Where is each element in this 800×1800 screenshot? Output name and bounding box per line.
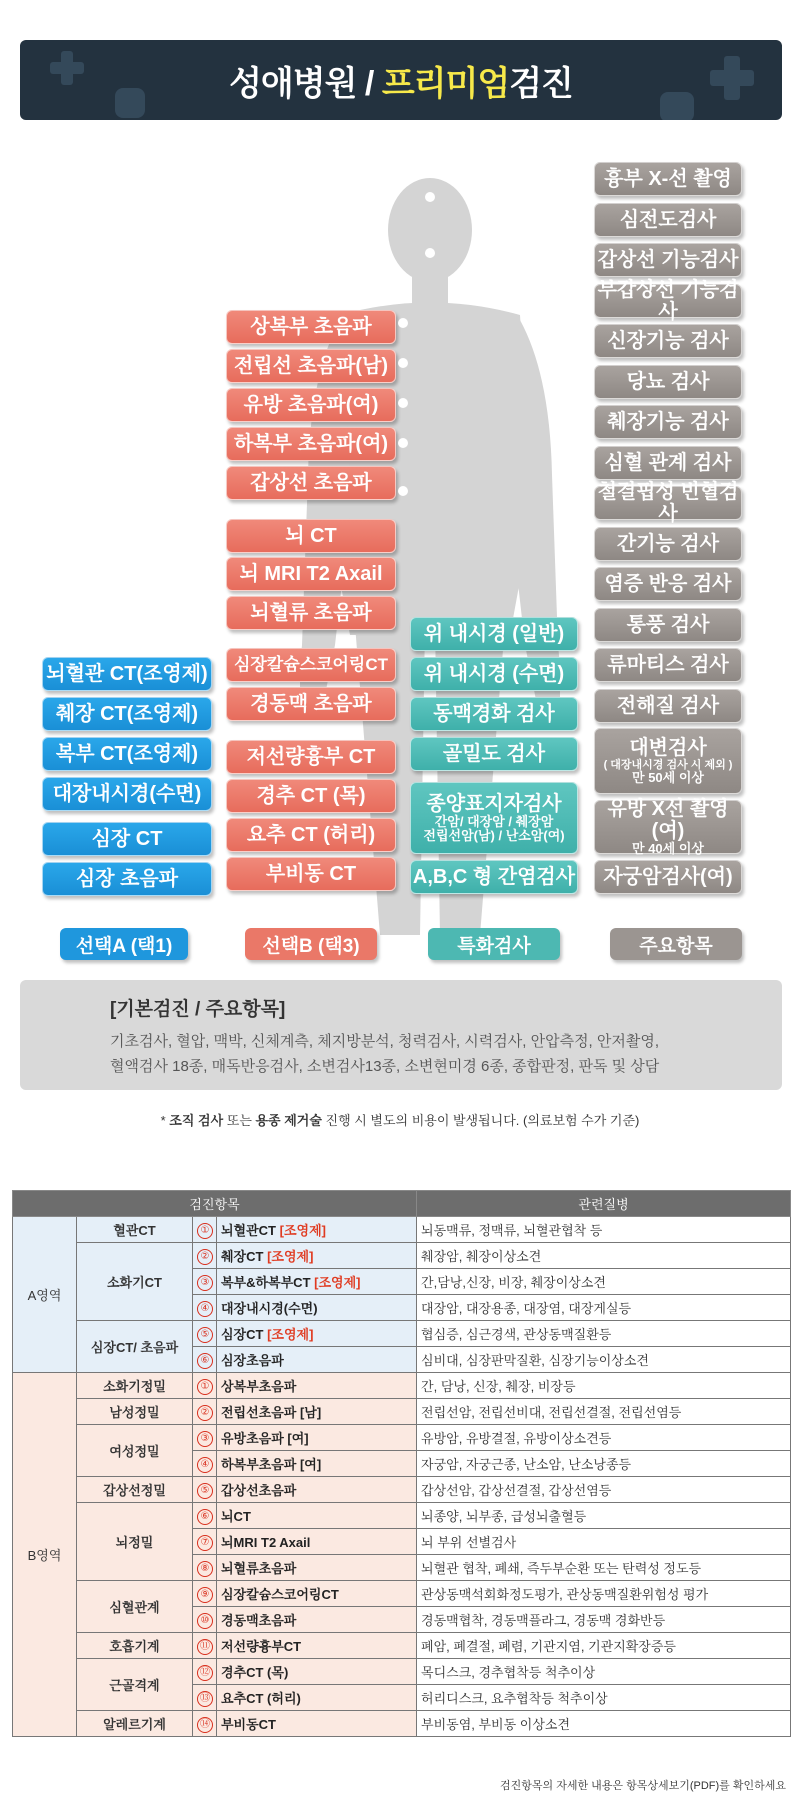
item-name: 갑상선초음파 <box>221 1483 297 1498</box>
breast-label: 유방 X선 촬영(여) <box>607 797 729 842</box>
number-cell <box>193 1295 217 1321</box>
disease-cell: 심비대, 심장판막질환, 심장기능이상소견 <box>417 1347 791 1373</box>
disease-cell: 전립선암, 전립선비대, 전립선결절, 전립선염등 <box>417 1399 791 1425</box>
item-cell <box>217 1321 417 1347</box>
number-cell <box>193 1451 217 1477</box>
main-item-stool <box>594 728 742 794</box>
body-dot <box>398 398 408 408</box>
item-name: 유방초음파 [여] <box>221 1431 309 1446</box>
number-badge: ⑬ <box>197 1691 213 1707</box>
disease-cell: 뇌종양, 뇌부종, 급성뇌출혈등 <box>417 1503 791 1529</box>
main-item: 부갑상선 기능검사 <box>594 284 742 318</box>
item-name: 복부&하복부CT <box>221 1275 315 1290</box>
number-cell <box>193 1373 217 1399</box>
option-b-item: 요추 CT (허리) <box>226 818 396 852</box>
disease-cell: 유방암, 유방결절, 유방이상소견등 <box>417 1425 791 1451</box>
special-hepatitis: A,B,C 형 간염검사 <box>410 860 578 894</box>
item-name: 뇌혈류초음파 <box>221 1561 297 1576</box>
item-cell <box>217 1425 417 1451</box>
option-b-item: 저선량흉부 CT <box>226 740 396 774</box>
option-b-item: 뇌 CT <box>226 519 396 553</box>
body-dot <box>398 358 408 368</box>
number-badge: ⑫ <box>197 1665 213 1681</box>
basic-title: [기본검진 / 주요항목] <box>110 999 286 1020</box>
stool-sub1: ( 대장내시경 검사 시 제외 ) <box>603 758 733 771</box>
item-name: 췌장CT <box>221 1249 268 1264</box>
item-name: 뇌MRI T2 Axail <box>221 1535 311 1550</box>
item-name: 요추CT (허리) <box>221 1691 301 1706</box>
number-cell <box>193 1529 217 1555</box>
option-b-item: 하복부 초음파(여) <box>226 427 396 461</box>
legend-option-a: 선택A (택1) <box>60 928 188 960</box>
breast-sub: 만 40세 이상 <box>632 840 704 856</box>
item-cell <box>217 1243 417 1269</box>
exam-table <box>12 1190 791 1737</box>
header-exam-items: 검진항목 <box>13 1191 417 1217</box>
number-cell <box>193 1503 217 1529</box>
disease-cell: 췌장암, 췌장이상소견 <box>417 1243 791 1269</box>
disease-cell: 협심증, 심근경색, 관상동맥질환등 <box>417 1321 791 1347</box>
item-name: 뇌CT <box>221 1509 251 1524</box>
special-item: 동맥경화 검사 <box>410 697 578 731</box>
basic-exam-box <box>20 980 782 1090</box>
option-b-item: 심장칼슘스코어링CT <box>226 648 396 682</box>
number-badge: ⑦ <box>197 1535 213 1551</box>
number-cell <box>193 1425 217 1451</box>
main-item: 염증 반응 검사 <box>594 567 742 601</box>
tumor-sub2: 전립선암(남) / 난소암(여) <box>423 828 565 843</box>
category-cell: 소화기CT <box>77 1243 193 1321</box>
option-a-item: 심장 초음파 <box>42 862 212 896</box>
item-cell <box>217 1659 417 1685</box>
tumor-label: 종양표지자검사 <box>426 792 562 815</box>
area-cell: A영역 <box>13 1217 77 1373</box>
contrast-tag: [조영제] <box>267 1249 314 1264</box>
option-a-item: 뇌혈관 CT(조영제) <box>42 657 212 691</box>
number-badge: ⑤ <box>197 1483 213 1499</box>
option-b-item: 유방 초음파(여) <box>226 388 396 422</box>
item-cell <box>217 1685 417 1711</box>
body-dot <box>398 438 408 448</box>
number-badge: ① <box>197 1379 213 1395</box>
disease-cell: 허리디스크, 요추협착등 척추이상 <box>417 1685 791 1711</box>
item-cell <box>217 1503 417 1529</box>
table-row <box>13 1425 791 1451</box>
disease-cell: 뇌혈관 협착, 폐쇄, 즉두부순환 또는 탄력성 정도등 <box>417 1555 791 1581</box>
number-cell <box>193 1217 217 1243</box>
item-cell <box>217 1477 417 1503</box>
stool-label: 대변검사 <box>629 736 707 759</box>
main-item: 전해질 검사 <box>594 689 742 723</box>
item-cell <box>217 1581 417 1607</box>
main-item: 신장기능 검사 <box>594 324 742 358</box>
number-badge: ⑭ <box>197 1717 213 1733</box>
cost-note: * 조직 검사 또는 용종 제거술 진행 시 별도의 비용이 발생됩니다. (의료보험 수가 기준) <box>160 1113 640 1128</box>
number-badge: ① <box>197 1223 213 1239</box>
legend-special: 특화검사 <box>428 928 560 960</box>
number-badge: ③ <box>197 1275 213 1291</box>
disease-cell: 뇌 부위 선별검사 <box>417 1529 791 1555</box>
option-b-item: 경추 CT (목) <box>226 779 396 813</box>
option-a-item: 심장 CT <box>42 822 212 856</box>
option-b-item: 경동맥 초음파 <box>226 687 396 721</box>
number-cell <box>193 1711 217 1737</box>
number-cell <box>193 1347 217 1373</box>
option-a-item: 췌장 CT(조영제) <box>42 697 212 731</box>
main-item: 심혈 관계 검사 <box>594 446 742 480</box>
page-title: 성애병원 / 프리미엄 검진 <box>229 64 573 103</box>
number-badge: ② <box>197 1249 213 1265</box>
main-item: 심전도검사 <box>594 203 742 237</box>
number-cell <box>193 1685 217 1711</box>
table-row <box>13 1477 791 1503</box>
disease-cell: 목디스크, 경추협착등 척추이상 <box>417 1659 791 1685</box>
table-row <box>13 1321 791 1347</box>
item-cell <box>217 1217 417 1243</box>
main-item: 당뇨 검사 <box>594 365 742 399</box>
item-name: 뇌혈관CT <box>221 1223 280 1238</box>
option-b-item: 뇌혈류 초음파 <box>226 596 396 630</box>
disease-cell: 경동맥협착, 경동맥플라그, 경동맥 경화반등 <box>417 1607 791 1633</box>
item-cell <box>217 1451 417 1477</box>
special-tumor-marker <box>410 782 578 854</box>
number-badge: ⑥ <box>197 1509 213 1525</box>
category-cell: 남성정밀 <box>77 1399 193 1425</box>
item-name: 경추CT (목) <box>221 1665 289 1680</box>
item-cell <box>217 1633 417 1659</box>
special-item: 위 내시경 (수면) <box>410 657 578 691</box>
disease-cell: 대장암, 대장용종, 대장염, 대장게실등 <box>417 1295 791 1321</box>
number-cell <box>193 1581 217 1607</box>
option-a-item: 복부 CT(조영제) <box>42 737 212 771</box>
number-badge: ⑥ <box>197 1353 213 1369</box>
main-item-breast-xray <box>594 797 742 856</box>
item-name: 저선량흉부CT <box>221 1639 302 1654</box>
item-name: 대장내시경(수면) <box>221 1301 318 1316</box>
table-row <box>13 1581 791 1607</box>
item-cell <box>217 1529 417 1555</box>
stool-sub2: 만 50세 이상 <box>632 769 704 785</box>
main-item: 철결핍성 빈혈검사 <box>594 486 742 520</box>
basic-line2: 혈액검사 18종, 매독반응검사, 소변검사13종, 소변현미경 6종, 종합판정, 판독 및 상담 <box>110 1058 660 1075</box>
number-cell <box>193 1243 217 1269</box>
number-cell <box>193 1269 217 1295</box>
option-a-item: 대장내시경(수면) <box>42 777 212 811</box>
item-name: 심장초음파 <box>221 1353 284 1368</box>
item-name: 부비동CT <box>221 1717 277 1732</box>
option-b-item: 부비동 CT <box>226 857 396 891</box>
number-cell <box>193 1477 217 1503</box>
header-related-diseases: 관련질병 <box>417 1191 791 1217</box>
main-item: 류마티스 검사 <box>594 648 742 682</box>
disease-cell: 부비동염, 부비동 이상소견 <box>417 1711 791 1737</box>
item-cell <box>217 1399 417 1425</box>
main-item: 흉부 X-선 촬영 <box>594 162 742 196</box>
area-cell: B영역 <box>13 1373 77 1737</box>
contrast-tag: [조영제] <box>267 1327 314 1342</box>
body-dot <box>398 486 408 496</box>
table-footnote: 검진항목의 자세한 내용은 항목상세보기(PDF)를 확인하세요 <box>500 1780 786 1792</box>
number-cell <box>193 1633 217 1659</box>
category-cell: 소화기정밀 <box>77 1373 193 1399</box>
header-banner <box>20 40 782 120</box>
disease-cell: 폐암, 폐결절, 폐렴, 기관지염, 기관지확장증등 <box>417 1633 791 1659</box>
number-badge: ③ <box>197 1431 213 1447</box>
disease-cell: 자궁암, 자궁근종, 난소암, 난소낭종등 <box>417 1451 791 1477</box>
disease-cell: 뇌동맥류, 정맥류, 뇌혈관협착 등 <box>417 1217 791 1243</box>
category-cell: 심혈관계 <box>77 1581 193 1633</box>
option-b-item: 상복부 초음파 <box>226 310 396 344</box>
table-row <box>13 1659 791 1685</box>
category-cell: 갑상선정밀 <box>77 1477 193 1503</box>
table-row <box>13 1399 791 1425</box>
number-cell <box>193 1607 217 1633</box>
category-cell: 알레르기계 <box>77 1711 193 1737</box>
category-cell: 혈관CT <box>77 1217 193 1243</box>
item-name: 전립선초음파 [남] <box>221 1405 322 1420</box>
category-cell: 여성정밀 <box>77 1425 193 1477</box>
item-name: 상복부초음파 <box>221 1379 297 1394</box>
disease-cell: 갑상선암, 갑상선결절, 갑상선염등 <box>417 1477 791 1503</box>
number-badge: ⑪ <box>197 1639 213 1655</box>
item-name: 하복부초음파 [여] <box>221 1457 322 1472</box>
item-cell <box>217 1295 417 1321</box>
item-cell <box>217 1607 417 1633</box>
legend-main: 주요항목 <box>610 928 742 960</box>
category-cell: 심장CT/ 초음파 <box>77 1321 193 1373</box>
item-cell <box>217 1347 417 1373</box>
number-badge: ② <box>197 1405 213 1421</box>
option-b-item: 전립선 초음파(남) <box>226 349 396 383</box>
table-row <box>13 1217 791 1243</box>
table-row <box>13 1503 791 1529</box>
body-dot <box>398 318 408 328</box>
main-item: 췌장기능 검사 <box>594 405 742 439</box>
category-cell: 근골격계 <box>77 1659 193 1711</box>
category-cell: 뇌정밀 <box>77 1503 193 1581</box>
number-badge: ④ <box>197 1457 213 1473</box>
item-name: 경동맥초음파 <box>221 1613 297 1628</box>
item-cell <box>217 1373 417 1399</box>
main-item: 간기능 검사 <box>594 527 742 561</box>
disease-cell: 간,담낭,신장, 비장, 췌장이상소견 <box>417 1269 791 1295</box>
basic-line1: 기초검사, 혈압, 맥박, 신체계측, 체지방분석, 청력검사, 시력검사, 안압측정, 안저촬영, <box>110 1033 660 1050</box>
item-name: 심장CT <box>221 1327 268 1342</box>
option-b-item: 갑상선 초음파 <box>226 466 396 500</box>
main-item-cervical: 자궁암검사(여) <box>594 860 742 894</box>
disease-cell: 간, 담낭, 신장, 췌장, 비장등 <box>417 1373 791 1399</box>
item-name: 심장칼슘스코어링CT <box>221 1587 339 1602</box>
item-cell <box>217 1555 417 1581</box>
item-cell <box>217 1269 417 1295</box>
number-badge: ⑤ <box>197 1327 213 1343</box>
tumor-sub1: 간암/ 대장암 / 췌장암 <box>434 813 554 829</box>
number-cell <box>193 1321 217 1347</box>
number-cell <box>193 1659 217 1685</box>
disease-cell: 관상동맥석회화정도평가, 관상동맥질환위험성 평가 <box>417 1581 791 1607</box>
number-badge: ④ <box>197 1301 213 1317</box>
main-item: 갑상선 기능검사 <box>594 243 742 277</box>
number-badge: ⑨ <box>197 1587 213 1603</box>
legend-option-b: 선택B (택3) <box>245 928 377 960</box>
item-cell <box>217 1711 417 1737</box>
special-item: 위 내시경 (일반) <box>410 617 578 651</box>
contrast-tag: [조영제] <box>279 1223 326 1238</box>
number-badge: ⑩ <box>197 1613 213 1629</box>
number-badge: ⑧ <box>197 1561 213 1577</box>
special-item: 골밀도 검사 <box>410 737 578 771</box>
table-row <box>13 1373 791 1399</box>
table-row <box>13 1711 791 1737</box>
number-cell <box>193 1555 217 1581</box>
main-item: 통풍 검사 <box>594 608 742 642</box>
number-cell <box>193 1399 217 1425</box>
table-row <box>13 1243 791 1269</box>
category-cell: 호흡기계 <box>77 1633 193 1659</box>
option-b-item: 뇌 MRI T2 Axail <box>226 557 396 591</box>
contrast-tag: [조영제] <box>314 1275 361 1290</box>
table-row <box>13 1633 791 1659</box>
